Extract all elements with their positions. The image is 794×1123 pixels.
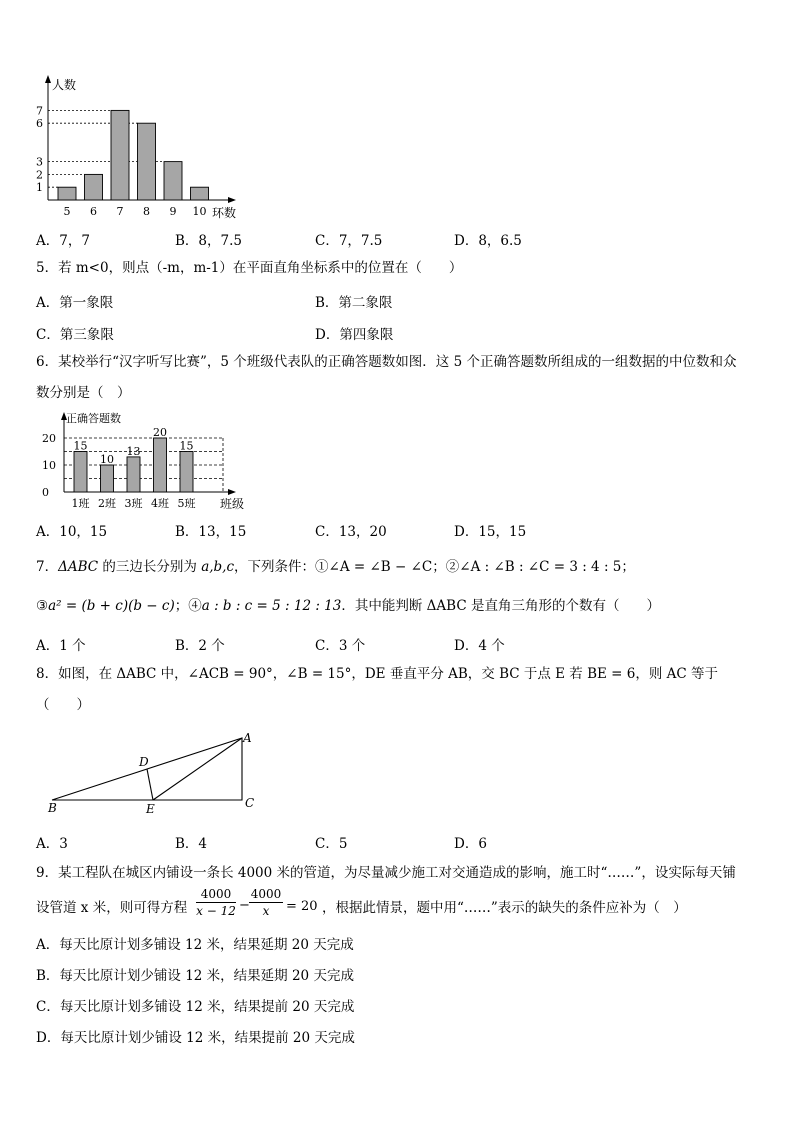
label-b: B bbox=[48, 801, 57, 815]
value-label-2班: 10 bbox=[100, 453, 114, 466]
y-tick-3: 3 bbox=[36, 155, 43, 169]
bar-2班 bbox=[101, 465, 114, 492]
x-tick-5班: 5班 bbox=[177, 497, 196, 510]
q7-condition-4: a : b : c = 5 : 12 : 13 bbox=[201, 598, 342, 614]
x-tick-6: 6 bbox=[90, 205, 97, 218]
q7-option-d[interactable]: D．4 个 bbox=[454, 638, 505, 654]
q8-option-b[interactable]: B．4 bbox=[175, 836, 208, 852]
q6-stem-line2: 数分别是（ ） bbox=[36, 385, 131, 401]
q9-option-a[interactable]: A．每天比原计划多铺设 12 米，结果延期 20 天完成 bbox=[36, 937, 354, 953]
q5-option-d[interactable]: D．第四象限 bbox=[315, 327, 394, 343]
q9-stem-line1: 9．某工程队在城区内铺设一条长 4000 米的管道，为尽量减少施工对交通造成的影响，施工时“……”，设实际每天铺 bbox=[36, 865, 736, 881]
q5-option-c[interactable]: C．第三象限 bbox=[36, 327, 114, 343]
triangle-figure bbox=[40, 728, 270, 820]
y-axis-arrow bbox=[45, 75, 51, 83]
q7-conditions-1: ，下列条件：①∠A = ∠B − ∠C；②∠A : ∠B : ∠C = 3 : 4 : 5； bbox=[234, 559, 635, 575]
x-axis-arrow bbox=[228, 197, 236, 203]
q7-question: ．其中能判断 ΔABC 是直角三角形的个数有（ ） bbox=[341, 598, 660, 614]
q7-text: 的三边长分别为 bbox=[98, 559, 202, 575]
q7-circle3: ③ bbox=[36, 598, 49, 614]
label-e: E bbox=[146, 802, 155, 816]
x-tick-2班: 2班 bbox=[98, 497, 116, 510]
bar-9 bbox=[164, 162, 182, 200]
x-tick-4班: 4班 bbox=[151, 497, 169, 510]
q7-stem-line1 bbox=[36, 558, 635, 576]
frac2 bbox=[249, 886, 283, 919]
bar-5 bbox=[58, 187, 76, 200]
q7-number: 7． bbox=[36, 559, 59, 575]
histogram-chart bbox=[30, 72, 260, 222]
x-tick-7: 7 bbox=[116, 205, 124, 218]
label-c: C bbox=[245, 796, 255, 810]
q7-triangle: ΔABC bbox=[58, 559, 99, 575]
bar-8 bbox=[138, 123, 156, 200]
x-tick-5: 5 bbox=[63, 205, 71, 218]
y-tick-7: 7 bbox=[36, 104, 43, 118]
option-c[interactable]: C．7，7.5 bbox=[315, 233, 383, 249]
bar-6 bbox=[85, 174, 103, 200]
value-label-3班: 13 bbox=[126, 444, 141, 458]
q9-stem-line2b: ，根据此情景，题中用“……”表示的缺失的条件应补为（ ） bbox=[322, 900, 687, 916]
q8-stem-line2: （ ） bbox=[36, 697, 90, 713]
bar-5班 bbox=[180, 452, 193, 493]
bar-7 bbox=[111, 110, 129, 200]
x-tick-8: 8 bbox=[143, 205, 150, 218]
q7-sides: a,b,c bbox=[201, 559, 235, 575]
minus-sign: − bbox=[239, 898, 250, 913]
label-a: A bbox=[243, 731, 252, 745]
segment-de bbox=[147, 769, 153, 800]
y-tick-20: 20 bbox=[42, 432, 56, 445]
segment-ea bbox=[153, 738, 242, 800]
q7-option-c[interactable]: C．3 个 bbox=[315, 638, 366, 654]
value-label-4班: 20 bbox=[153, 426, 167, 439]
q6-option-a[interactable]: A．10，15 bbox=[36, 524, 108, 540]
y-axis-label: 正确答题数 bbox=[66, 412, 121, 425]
q7-option-a[interactable]: A．1 个 bbox=[36, 638, 86, 654]
q9-option-b[interactable]: B．每天比原计划少铺设 12 米，结果延期 20 天完成 bbox=[36, 968, 354, 984]
q5-option-b[interactable]: B．第二象限 bbox=[315, 295, 393, 311]
q8-option-a[interactable]: A．3 bbox=[36, 836, 68, 852]
x-tick-10: 10 bbox=[192, 205, 207, 218]
q9-option-c[interactable]: C．每天比原计划多铺设 12 米，结果提前 20 天完成 bbox=[36, 999, 355, 1015]
option-d[interactable]: D．8，6.5 bbox=[454, 233, 522, 249]
frac2-denominator: x bbox=[262, 904, 270, 918]
q6-option-d[interactable]: D．15，15 bbox=[454, 524, 527, 540]
frac2-numerator: 4000 bbox=[250, 887, 282, 901]
y-axis-label: 人数 bbox=[52, 78, 77, 92]
label-d: D bbox=[139, 755, 149, 769]
x-tick-9: 9 bbox=[169, 205, 177, 218]
frac1 bbox=[196, 886, 236, 919]
bar-10 bbox=[191, 187, 209, 200]
y-tick-1: 1 bbox=[36, 181, 43, 195]
q7-stem-line2 bbox=[36, 597, 660, 615]
q8-option-c[interactable]: C．5 bbox=[315, 836, 348, 852]
q8-option-d[interactable]: D．6 bbox=[454, 836, 487, 852]
class-bar-chart bbox=[30, 408, 270, 516]
q8-stem-line1: 8．如图，在 ΔABC 中，∠ACB = 90°，∠B = 15°，DE 垂直平分 AB，交 BC 于点 E 若 BE = 6，则 AC 等于 bbox=[36, 666, 719, 682]
q9-stem-line2a: 设管道 x 米，则可得方程 bbox=[36, 900, 188, 916]
q5-option-a[interactable]: A．第一象限 bbox=[36, 295, 114, 311]
q7-option-b[interactable]: B．2 个 bbox=[175, 638, 225, 654]
value-label-1班: 15 bbox=[73, 439, 88, 453]
x-axis-label: 班级 bbox=[220, 497, 245, 511]
option-b[interactable]: B．8，7.5 bbox=[175, 233, 242, 249]
q7-circle4: ；④ bbox=[174, 598, 202, 614]
q9-option-d[interactable]: D．每天比原计划少铺设 12 米，结果提前 20 天完成 bbox=[36, 1030, 355, 1046]
y-tick-10: 10 bbox=[42, 459, 56, 472]
q6-option-b[interactable]: B．13，15 bbox=[175, 524, 247, 540]
q5-stem: 5．若 m<0，则点（-m，m-1）在平面直角坐标系中的位置在（ ） bbox=[36, 260, 463, 276]
bar-1班 bbox=[74, 452, 87, 493]
x-axis-arrow bbox=[228, 489, 236, 495]
value-label-5班: 15 bbox=[179, 439, 194, 453]
y-tick-0: 0 bbox=[42, 486, 49, 499]
y-tick-6: 6 bbox=[36, 117, 43, 131]
equals-20: = 20 bbox=[286, 899, 318, 914]
y-tick-2: 2 bbox=[36, 168, 43, 182]
bar-4班 bbox=[154, 438, 167, 492]
x-tick-3班: 3班 bbox=[124, 497, 143, 510]
frac1-numerator: 4000 bbox=[196, 886, 236, 903]
x-axis-label: 环数 bbox=[212, 206, 237, 220]
q7-condition-3: a² = (b + c)(b − c) bbox=[48, 598, 175, 614]
frac1-denominator: x − 12 bbox=[196, 904, 236, 918]
option-a[interactable]: A．7，7 bbox=[36, 233, 90, 249]
q6-stem-line1: 6．某校举行“汉字听写比赛”，5 个班级代表队的正确答题数如图．这 5 个正确答题数所组成的一组数据的中位数和众 bbox=[36, 354, 737, 370]
q6-option-c[interactable]: C．13，20 bbox=[315, 524, 387, 540]
x-tick-1班: 1班 bbox=[71, 497, 90, 510]
bar-3班 bbox=[127, 457, 140, 492]
